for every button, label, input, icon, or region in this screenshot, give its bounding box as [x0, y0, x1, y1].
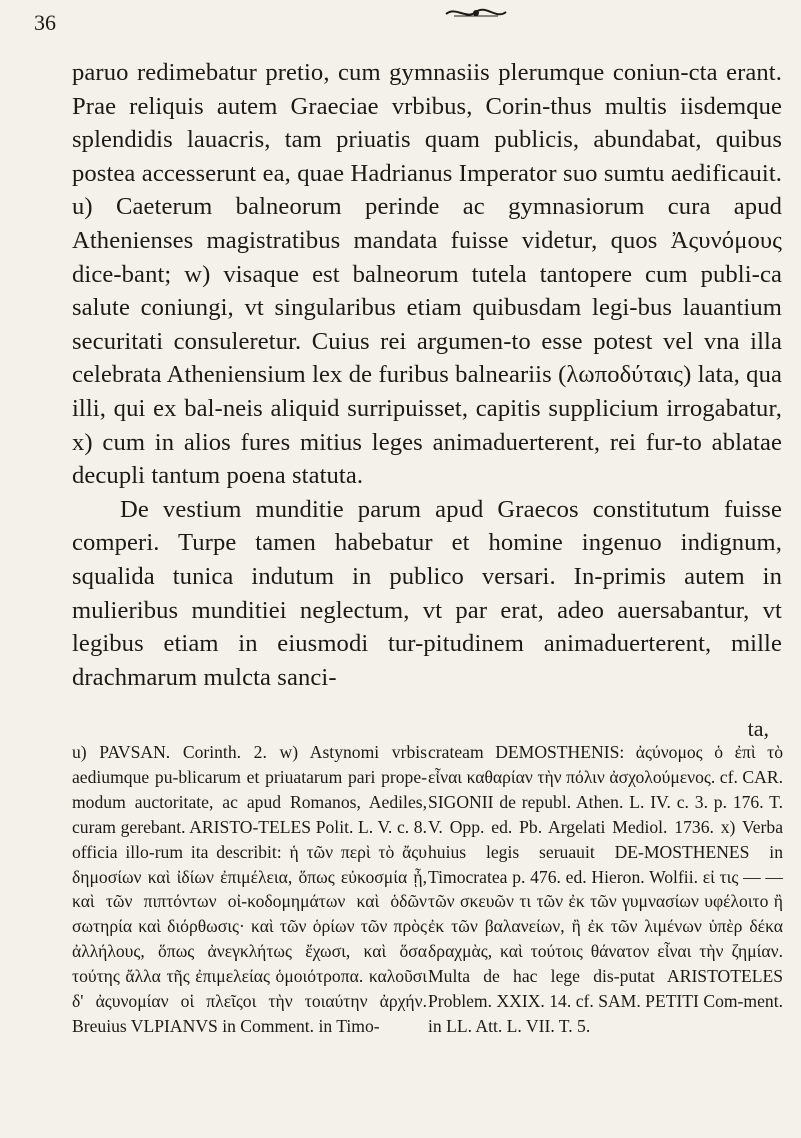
footnote-text-right: crateam DEMOSTHENIS: ἀςύνομος ὁ ἐπὶ τὸ εἶναι καθαρίαν τὴν πόλιν ἀσχολούμενος. cf. CAR. SIGONII de republ. Athen. L. IV. c. 3. p. 176. T. V. Opp. ed. Pb. Argelati Mediol. 1736. x) Verba huius legis seruauit DE-MOSTHENES in Timocratea p. 476. ed. Hieron. Wolfii. εἰ τις — — τῶν σκευῶν τι τῶν ἐκ τῶν γυμνασίων υφέλοιτο ἢ ἐκ τῶν βαλανείων, ἢ ἐκ τῶν λιμένων ὑπὲρ δέκα δραχμὰς, καὶ τούτοις θάνατον εἶναι τὴν ζημίαν. Multa de hac lege dis-putat ARISTOTELES Problem. XXIX. 14. cf. SAM. PETITI Com-ment. in LL. Att. L. VII. T. 5.: [428, 742, 783, 1036]
main-paragraph-1: paruo redimebatur pretio, cum gymnasiis plerumque coniun-cta erant. Prae reliquis autem Graeciae vrbibus, Corin-thus multis iisdemque splendidis lauacris, tam priuatis quam publicis, abundabat, quibus postea accesserunt ea, quae Hadrianus Imperator suo sumtu aedificauit. u) Caeterum balneorum perinde ac gymnasiorum cura apud Athenienses magistratibus mandata fuisse videtur, quos Ἀςυνόμους dice-bant; w) visaque est balneorum tutela tantopere cum publi-ca salute coniungi, vt singularibus etiam quibusdam legi-bus lauantium securitati consuleretur. Cuius rei argumen-to esse potest vel vna illa celebrata Atheniensium lex de furibus balneariis (λωποδύταις) lata, qua illi, qui ex bal-neis aliquid surripuisset, capitis supplicium irrogabatur, x) cum in alios fures mitius leges animaduerterent, rei fur-to ablatae decupli tantum poena statuta.: [72, 59, 782, 490]
page-number: 36: [34, 10, 56, 35]
footnotes-right-column: [428, 740, 783, 1039]
ornament-icon: [444, 4, 508, 22]
footnote-text-left: u) PAVSAN. Corinth. 2. w) Astynomi vrbis aediumque pu-blicarum et priuatarum pari prope-modum auctoritate, ac apud Romanos, Aediles, curam gerebant. ARISTO-TELES Polit. L. V. c. 8. officia illo-rum ita describit: ἡ τῶν περὶ τὸ ἄςυ δημοσίων καὶ ἰδίων ἐπιμέλεια, ὅπως εὐκοσμία ᾖ, καὶ τῶν πιπτόντων οἰ-κοδομημάτων καὶ ὁδῶν σωτηρία καὶ διόρθωσις· καὶ τῶν ὁρίων τῶν πρὸς ἀλλήλους, ὅπως ἀνεγκλήτως ἔχωσι, καὶ ὅσα τούτης ἄλλα τῆς ἐπιμελείας ὁμοιότροπα. καλοῦσι δ' ἀςυνομίαν οἱ πλεῖςοι τὴν τοιαύτην ἀρχήν. Breuius VLPIANVS in Comment. in Timo-: [72, 742, 427, 1036]
footnotes-left-column: [72, 740, 427, 1039]
main-paragraph-2: De vestium munditie parum apud Graecos constitutum fuisse comperi. Turpe tamen habebatur et homine ingenuo indignum, squalida tunica indutum in publico versari. In-primis autem in mulieribus munditiei neglectum, vt par erat, adeo auersabantur, vt legibus etiam in eiusmodi tur-pitudinem animaduerterent, mille drachmarum mulcta sanci-: [72, 495, 782, 691]
main-text: [72, 56, 782, 694]
catchword: ta,: [747, 716, 769, 741]
